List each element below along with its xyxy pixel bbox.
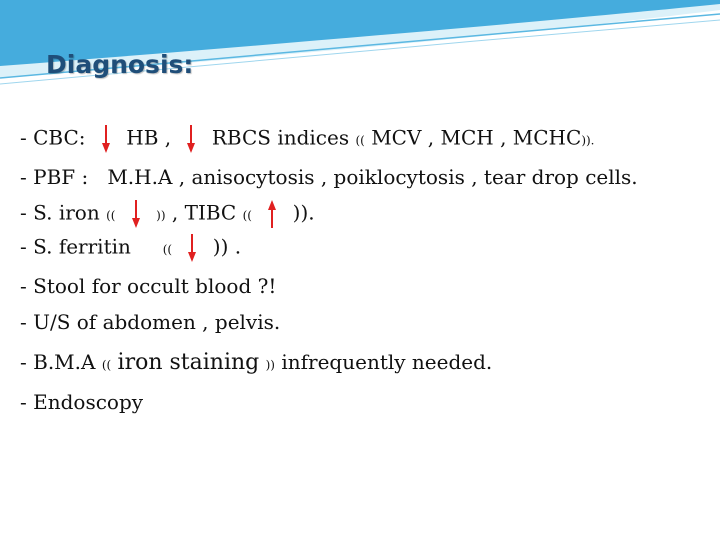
iron-tibc: , TIBC: [171, 200, 237, 225]
line-cbc: [20, 125, 595, 153]
pbf-lead: - PBF :: [20, 165, 89, 189]
down-arrow-icon: [188, 234, 196, 262]
down-arrow-icon: [187, 125, 195, 153]
bma-open-paren: ((: [101, 358, 112, 372]
line-pbf: [20, 165, 638, 189]
line-us: - U/S of abdomen , pelvis.: [20, 310, 281, 334]
cbc-indices: MCV , MCH , MCHC: [371, 125, 582, 150]
bma-tail: infrequently needed.: [281, 350, 493, 374]
line-stool: - Stool for occult blood ?!: [20, 274, 277, 298]
cbc-hb: HB ,: [126, 125, 172, 150]
pbf-text: M.H.A , anisocytosis , poiklocytosis , tear drop cells.: [107, 165, 638, 189]
bma-close-paren: )): [265, 358, 275, 372]
ferritin-lead: - S. ferritin: [20, 234, 131, 259]
line-iron: [20, 200, 315, 228]
tibc-close-paren: )).: [292, 200, 315, 225]
cbc-rbcs: RBCS indices: [211, 125, 350, 150]
iron-lead: - S. iron: [20, 200, 100, 225]
cbc-open-paren: ((: [355, 133, 365, 148]
line-bma: [20, 350, 492, 375]
cbc-close-paren: )).: [581, 133, 595, 148]
tibc-open-paren: ((: [242, 208, 252, 223]
down-arrow-icon: [102, 125, 110, 153]
ferritin-close-paren: )) .: [212, 234, 242, 259]
up-arrow-icon: [268, 200, 276, 228]
bma-lead: - B.M.A: [20, 350, 96, 374]
down-arrow-icon: [132, 200, 140, 228]
slide-title: Diagnosis:: [46, 50, 194, 79]
ferritin-open-paren: ((: [162, 242, 173, 257]
line-ferritin: [20, 234, 241, 262]
cbc-lead: - CBC:: [20, 125, 86, 150]
iron-open-paren: ((: [106, 208, 116, 223]
bma-iron-staining: iron staining: [117, 350, 260, 375]
iron-close-paren: )): [156, 208, 166, 223]
line-endoscopy: - Endoscopy: [20, 390, 144, 414]
